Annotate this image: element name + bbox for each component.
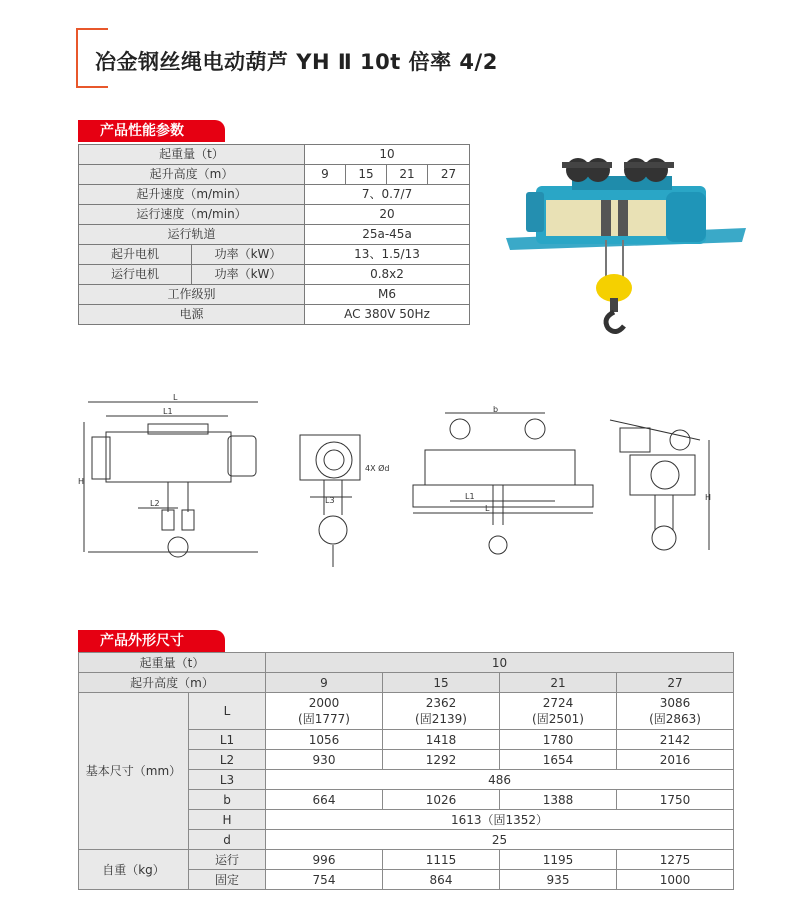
fixed-value: 935 (500, 870, 617, 890)
dim-capacity-label: 起重量（t） (79, 653, 266, 673)
table-row (79, 673, 734, 693)
side-view-drawing (290, 405, 400, 575)
front-view-drawing (78, 392, 268, 567)
L2-value: 1292 (383, 750, 500, 770)
table-row (79, 185, 470, 205)
travel-motor-sub: 功率（kW） (192, 265, 305, 285)
table-row (79, 145, 470, 165)
hoist-product-image (506, 148, 746, 338)
row-d-label: d (189, 830, 266, 850)
L1-value: 1056 (266, 730, 383, 750)
row-H-label: H (189, 810, 266, 830)
L2-value: 1654 (500, 750, 617, 770)
run-label: 运行 (189, 850, 266, 870)
fixed-label: 固定 (189, 870, 266, 890)
run-value: 1275 (617, 850, 734, 870)
row-L1-label: L1 (189, 730, 266, 750)
dimensions-table (78, 652, 734, 890)
height-value: 27 (428, 165, 470, 185)
dim-L-trolley: L (485, 504, 490, 513)
end-view-drawing (605, 410, 715, 570)
lift-speed-label: 起升速度（m/min） (79, 185, 305, 205)
track-value: 25a-45a (305, 225, 470, 245)
travel-motor-label: 运行电机 (79, 265, 192, 285)
L-value: 2362 (固2139) (383, 693, 500, 730)
b-value: 1388 (500, 790, 617, 810)
L1-value: 2142 (617, 730, 734, 750)
duty-label: 工作级别 (79, 285, 305, 305)
row-L-label: L (189, 693, 266, 730)
L3-value: 486 (266, 770, 734, 790)
dim-height: 21 (500, 673, 617, 693)
table-row (79, 265, 470, 285)
height-value: 21 (387, 165, 428, 185)
d-value: 25 (266, 830, 734, 850)
capacity-value: 10 (305, 145, 470, 165)
capacity-label: 起重量（t） (79, 145, 305, 165)
table-row (79, 225, 470, 245)
table-row (79, 850, 734, 870)
run-value: 1195 (500, 850, 617, 870)
table-row (79, 693, 734, 730)
travel-speed-label: 运行速度（m/min） (79, 205, 305, 225)
L2-value: 930 (266, 750, 383, 770)
b-value: 1026 (383, 790, 500, 810)
fixed-value: 754 (266, 870, 383, 890)
dim-hole: 4X Ød (365, 464, 390, 473)
height-value: 9 (305, 165, 346, 185)
table-row (79, 205, 470, 225)
dim-height: 15 (383, 673, 500, 693)
dim-b: b (493, 405, 499, 414)
dim-height: 9 (266, 673, 383, 693)
fixed-value: 864 (383, 870, 500, 890)
height-label: 起升高度（m） (79, 165, 305, 185)
table-row (79, 285, 470, 305)
H-value: 1613（固1352） (266, 810, 734, 830)
performance-section-tag: 产品性能参数 (78, 120, 225, 142)
dim-L1-trolley: L1 (465, 492, 475, 501)
trolley-view-drawing (405, 405, 595, 565)
track-label: 运行轨道 (79, 225, 305, 245)
row-b-label: b (189, 790, 266, 810)
b-value: 1750 (617, 790, 734, 810)
row-L2-label: L2 (189, 750, 266, 770)
L1-value: 1780 (500, 730, 617, 750)
travel-speed-value: 20 (305, 205, 470, 225)
lift-motor-label: 起升电机 (79, 245, 192, 265)
b-value: 664 (266, 790, 383, 810)
table-row (79, 245, 470, 265)
dim-H: H (78, 477, 85, 486)
fixed-value: 1000 (617, 870, 734, 890)
performance-table (78, 144, 470, 325)
height-value: 15 (346, 165, 387, 185)
page-title: 冶金钢丝绳电动葫芦 YH Ⅱ 10t 倍率 4/2 (95, 50, 498, 74)
table-row (79, 165, 470, 185)
L2-value: 2016 (617, 750, 734, 770)
run-value: 996 (266, 850, 383, 870)
weight-label: 自重（kg） (79, 850, 189, 890)
dim-H-end: H (705, 493, 712, 502)
dim-capacity-value: 10 (266, 653, 734, 673)
run-value: 1115 (383, 850, 500, 870)
L-value: 2000 (固1777) (266, 693, 383, 730)
dim-L3: L3 (325, 496, 335, 505)
basic-size-label: 基本尺寸（mm） (79, 693, 189, 850)
duty-value: M6 (305, 285, 470, 305)
power-value: AC 380V 50Hz (305, 305, 470, 325)
lift-motor-value: 13、1.5/13 (305, 245, 470, 265)
dim-height-label: 起升高度（m） (79, 673, 266, 693)
L-value: 3086 (固2863) (617, 693, 734, 730)
dim-L2: L2 (150, 499, 160, 508)
dimensions-section-tag: 产品外形尺寸 (78, 630, 225, 652)
L-value: 2724 (固2501) (500, 693, 617, 730)
lift-speed-value: 7、0.7/7 (305, 185, 470, 205)
table-row (79, 653, 734, 673)
lift-motor-sub: 功率（kW） (192, 245, 305, 265)
row-L3-label: L3 (189, 770, 266, 790)
table-row (79, 305, 470, 325)
dim-height: 27 (617, 673, 734, 693)
L1-value: 1418 (383, 730, 500, 750)
dim-L1: L1 (163, 407, 173, 416)
dim-L: L (173, 393, 178, 402)
travel-motor-value: 0.8x2 (305, 265, 470, 285)
power-label: 电源 (79, 305, 305, 325)
